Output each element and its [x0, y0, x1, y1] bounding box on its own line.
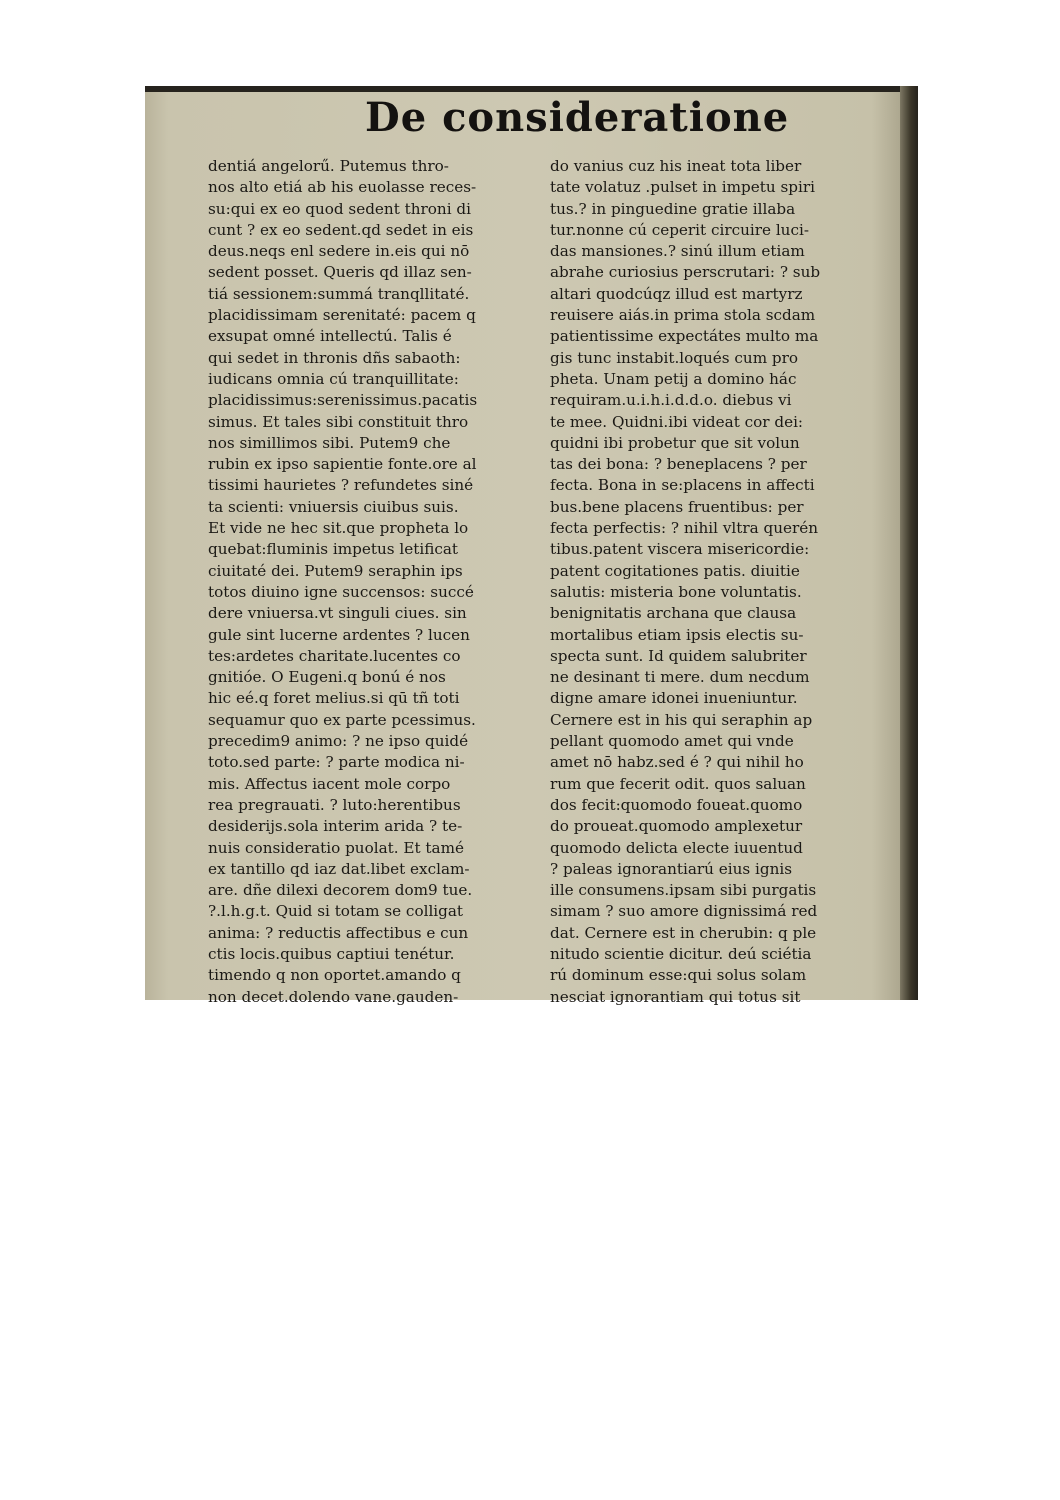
text-line: tibus.patent viscera misericordie: — [550, 540, 810, 559]
text-line: dere vniuersa.vt singuli ciues. sin — [208, 604, 467, 623]
text-line: tes:ardetes charitate.lucentes co — [208, 646, 461, 665]
text-line: rubin ex ipso sapientie fonte.ore al — [208, 455, 477, 474]
text-line: deus.neqs enl sedere in.eis qui nō — [208, 242, 470, 261]
text-line: placidissimus:serenissimus.pacatis — [208, 391, 478, 410]
text-line: ctis locis.quibus captiui tenétur. — [208, 944, 455, 963]
text-line: tate volatuz .pulset in impetu spiri — [550, 178, 815, 197]
text-line: dat. Cernere est in cherubin: q ple — [550, 923, 817, 942]
text-line: Et vide ne hec sit.que propheta lo — [208, 519, 469, 538]
text-line: digne amare idonei inueniuntur. — [550, 689, 798, 708]
text-line: iudicans omnia cú tranquillitate: — [208, 369, 459, 388]
text-line: placidissimam serenitaté: pacem q — [208, 306, 476, 325]
text-line: abrahe curiosius perscrutari: ? sub — [550, 263, 821, 282]
text-line: fecta. Bona in se:placens in affecti — [550, 476, 815, 495]
text-line: rú dominum esse:qui solus solam — [550, 966, 807, 985]
text-line: desiderijs.sola interim arida ? te- — [208, 817, 463, 836]
text-line: tiá sessionem:summá tranqllitaté. — [208, 284, 470, 303]
text-line: fecta perfectis: ? nihil vltra querén — [550, 519, 819, 538]
text-line: altari quodcúqz illud est martyrz — [550, 284, 803, 303]
text-line: simam ? suo amore dignissimá red — [550, 902, 818, 921]
text-line: pellant quomodo amet qui vnde — [550, 732, 794, 751]
text-line: requiram.u.i.h.i.d.d.o. diebus vi — [550, 391, 792, 410]
text-line: hic eé.q foret melius.si qū tñ toti — [208, 689, 460, 708]
text-line: tur.nonne cú ceperit circuire luci- — [550, 220, 809, 239]
text-line: nitudo scientie dicitur. deú sciétia — [550, 944, 812, 963]
text-line: ta scienti: vniuersis ciuibus suis. — [208, 497, 459, 516]
text-line: patent cogitationes patis. diuitie — [550, 561, 800, 580]
text-line: cunt ? ex eo sedent.qd sedet in eis — [208, 220, 474, 239]
left-text-column — [208, 156, 538, 1008]
text-line: non decet.dolendo vane.gauden- — [208, 987, 459, 1006]
text-line: nos simillimos sibi. Putem9 che — [208, 433, 451, 452]
text-line: do vanius cuz his ineat tota liber — [550, 157, 802, 175]
page-right-edge — [900, 86, 918, 1000]
text-line: rea pregrauati. ? luto:herentibus — [208, 795, 461, 814]
text-line: tissimi haurietes ? refundetes siné — [208, 476, 474, 495]
text-line: dos fecit:quomodo foueat.quomo — [550, 795, 803, 814]
text-line: exsupat omné intellectú. Talis é — [208, 327, 452, 346]
text-line: gis tunc instabit.loqués cum pro — [550, 348, 799, 367]
text-line: simus. Et tales sibi constituit thro — [208, 412, 469, 431]
text-line: reuisere aiás.in prima stola scdam — [550, 306, 816, 325]
text-line: ne desinant ti mere. dum necdum — [550, 668, 810, 687]
text-line: bus.bene placens fruentibus: per — [550, 497, 804, 516]
text-line: gnitióe. O Eugeni.q bonú é nos — [208, 668, 446, 687]
text-line: ex tantillo qd iaz dat.libet exclam- — [208, 859, 470, 878]
running-title: De consideratione — [365, 94, 790, 141]
text-line: qui sedet in thronis dñs sabaoth: — [208, 348, 461, 367]
text-line: dentiá angelorű. Putemus thro- — [208, 157, 449, 175]
text-line: patientissime expectátes multo ma — [550, 327, 819, 346]
text-line: nos alto etiá ab his euolasse reces- — [208, 178, 477, 197]
text-line: amet nō habz.sed é ? qui nihil ho — [550, 753, 804, 772]
text-line: rum que fecerit odit. quos saluan — [550, 774, 806, 793]
text-line: mortalibus etiam ipsis electis su- — [550, 625, 804, 644]
text-line: su:qui ex eo quod sedent throni di — [208, 199, 471, 218]
text-line: nuis consideratio puolat. Et tamé — [208, 838, 464, 857]
text-line: te mee. Quidni.ibi videat cor dei: — [550, 412, 804, 431]
text-line: das mansiones.? sinú illum etiam — [550, 242, 805, 261]
text-line: benignitatis archana que clausa — [550, 604, 797, 623]
text-line: ille consumens.ipsam sibi purgatis — [550, 881, 817, 900]
text-line: tus.? in pinguedine gratie illaba — [550, 199, 796, 218]
text-line: are. dñe dilexi decorem dom9 tue. — [208, 881, 473, 900]
text-line: ?.l.h.g.t. Quid si totam se colligat — [208, 902, 464, 921]
scanned-page — [145, 86, 918, 1006]
text-line: precedim9 animo: ? ne ipso quidé — [208, 732, 469, 751]
text-line: quidni ibi probetur que sit volun — [550, 433, 800, 452]
text-line: sequamur quo ex parte pcessimus. — [208, 710, 476, 729]
text-line: sedent posset. Queris qd illaz sen- — [208, 263, 472, 282]
text-line: nesciat ignorantiam qui totus sit — [550, 987, 801, 1006]
text-line: timendo q non oportet.amando q — [208, 966, 461, 985]
text-line: tas dei bona: ? beneplacens ? per — [550, 455, 807, 474]
right-text-column — [550, 156, 890, 1008]
text-line: toto.sed parte: ? parte modica ni- — [208, 753, 465, 772]
text-line: quebat:fluminis impetus letificat — [208, 540, 458, 559]
text-line: pheta. Unam petij a domino hác — [550, 369, 797, 388]
page-top-edge — [145, 86, 918, 92]
text-line: ? paleas ignorantiarú eius ignis — [550, 859, 793, 878]
text-line: Cernere est in his qui seraphin ap — [550, 710, 813, 729]
text-line: gule sint lucerne ardentes ? lucen — [208, 625, 470, 644]
text-line: quomodo delicta electe iuuentud — [550, 838, 803, 857]
text-line: mis. Affectus iacent mole corpo — [208, 774, 451, 793]
text-line: totos diuino igne succensos: succé — [208, 582, 474, 601]
text-line: anima: ? reductis affectibus e cun — [208, 923, 469, 942]
text-line: salutis: misteria bone voluntatis. — [550, 582, 802, 601]
text-line: specta sunt. Id quidem salubriter — [550, 646, 807, 665]
text-line: ciuitaté dei. Putem9 seraphin ips — [208, 561, 463, 580]
text-line: do proueat.quomodo amplexetur — [550, 817, 803, 836]
